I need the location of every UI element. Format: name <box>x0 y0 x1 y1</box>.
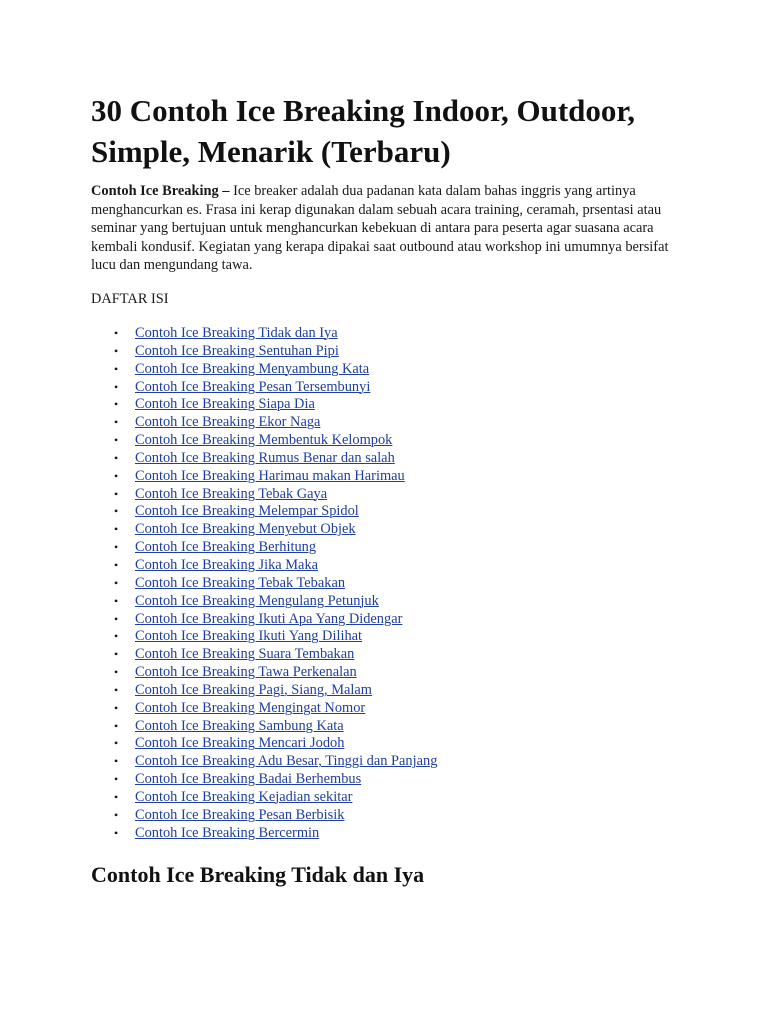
toc-item <box>91 557 651 575</box>
bullet-icon: • <box>114 522 119 537</box>
toc-link[interactable]: Contoh Ice Breaking Pagi, Siang, Malam <box>135 681 373 698</box>
toc-item <box>91 753 651 771</box>
toc-link[interactable]: Contoh Ice Breaking Tebak Gaya <box>135 485 328 502</box>
section-heading: Contoh Ice Breaking Tidak dan Iya <box>91 862 425 887</box>
bullet-icon: • <box>114 361 119 376</box>
bullet-icon: • <box>114 665 119 680</box>
bullet-icon: • <box>114 540 119 555</box>
toc-link[interactable]: Contoh Ice Breaking Menyambung Kata <box>135 360 370 377</box>
toc-link[interactable]: Contoh Ice Breaking Tawa Perkenalan <box>135 664 357 681</box>
toc-link[interactable]: Contoh Ice Breaking Ikuti Apa Yang Didengar <box>135 610 403 627</box>
bullet-icon: • <box>114 772 119 787</box>
toc-link[interactable]: Contoh Ice Breaking Ekor Naga <box>135 414 321 431</box>
toc-link[interactable]: Contoh Ice Breaking Mencari Jodoh <box>135 735 345 752</box>
toc-item <box>91 521 651 539</box>
toc-item <box>91 628 651 646</box>
toc-link[interactable]: Contoh Ice Breaking Menyebut Objek <box>135 521 356 538</box>
toc-link[interactable]: Contoh Ice Breaking Mengulang Petunjuk <box>135 592 379 609</box>
bullet-icon: • <box>114 718 119 733</box>
toc-item <box>91 807 651 825</box>
toc-link[interactable]: Contoh Ice Breaking Pesan Tersembunyi <box>135 378 371 395</box>
toc-link[interactable]: Contoh Ice Breaking Bercermin <box>135 824 320 841</box>
bullet-icon: • <box>114 468 119 483</box>
toc-link[interactable]: Contoh Ice Breaking Pesan Berbisik <box>135 806 345 823</box>
bullet-icon: • <box>114 433 119 448</box>
toc-link[interactable]: Contoh Ice Breaking Melempar Spidol <box>135 503 359 520</box>
toc-item <box>91 486 651 504</box>
toc-link[interactable]: Contoh Ice Breaking Mengingat Nomor <box>135 699 366 716</box>
toc-link[interactable]: Contoh Ice Breaking Berhitung <box>135 539 317 556</box>
toc-item <box>91 664 651 682</box>
bullet-icon: • <box>114 397 119 412</box>
bullet-icon: • <box>114 504 119 519</box>
toc-link[interactable]: Contoh Ice Breaking Harimau makan Harimau <box>135 467 405 484</box>
bullet-icon: • <box>114 343 119 358</box>
toc-item <box>91 700 651 718</box>
toc-item <box>91 343 651 361</box>
toc-link[interactable]: Contoh Ice Breaking Ikuti Yang Dilihat <box>135 628 363 645</box>
page-title: 30 Contoh Ice Breaking Indoor, Outdoor, Simple, Menarik (Terbaru) <box>91 93 636 169</box>
bullet-icon: • <box>114 789 119 804</box>
toc-item <box>91 503 651 521</box>
toc-item <box>91 575 651 593</box>
bullet-icon: • <box>114 575 119 590</box>
toc-item <box>91 735 651 753</box>
bullet-icon: • <box>114 415 119 430</box>
toc-item <box>91 682 651 700</box>
toc-link[interactable]: Contoh Ice Breaking Suara Tembakan <box>135 646 355 663</box>
toc-item <box>91 539 651 557</box>
toc-link[interactable]: Contoh Ice Breaking Jika Maka <box>135 556 319 573</box>
toc-item <box>91 450 651 468</box>
bullet-icon: • <box>114 825 119 840</box>
bullet-icon: • <box>114 593 119 608</box>
toc-item <box>91 611 651 629</box>
bullet-icon: • <box>114 700 119 715</box>
toc-item <box>91 361 651 379</box>
toc-item <box>91 771 651 789</box>
toc-link[interactable]: Contoh Ice Breaking Rumus Benar dan salah <box>135 449 395 466</box>
bullet-icon: • <box>114 754 119 769</box>
toc-link[interactable]: Contoh Ice Breaking Kejadian sekitar <box>135 788 353 805</box>
bullet-icon: • <box>114 611 119 626</box>
toc-item <box>91 468 651 486</box>
toc-link[interactable]: Contoh Ice Breaking Badai Berhembus <box>135 771 362 788</box>
toc-item <box>91 379 651 397</box>
toc-item <box>91 325 651 343</box>
bullet-icon: • <box>114 379 119 394</box>
toc-item <box>91 646 651 664</box>
bullet-icon: • <box>114 557 119 572</box>
toc-link[interactable]: Contoh Ice Breaking Siapa Dia <box>135 396 315 413</box>
toc-link[interactable]: Contoh Ice Breaking Sambung Kata <box>135 717 344 734</box>
bullet-icon: • <box>114 450 119 465</box>
toc-link[interactable]: Contoh Ice Breaking Adu Besar, Tinggi dan Panjang <box>135 753 438 770</box>
toc-item <box>91 432 651 450</box>
bullet-icon: • <box>114 682 119 697</box>
bullet-icon: • <box>114 647 119 662</box>
bullet-icon: • <box>114 807 119 822</box>
intro-lead: Contoh Ice Breaking – <box>91 183 230 199</box>
bullet-icon: • <box>114 486 119 501</box>
bullet-icon: • <box>114 736 119 751</box>
toc-link[interactable]: Contoh Ice Breaking Sentuhan Pipi <box>135 342 339 359</box>
toc-item <box>91 825 651 843</box>
table-of-contents <box>91 325 651 842</box>
toc-item <box>91 396 651 414</box>
toc-item <box>91 718 651 736</box>
toc-item <box>91 593 651 611</box>
toc-link[interactable]: Contoh Ice Breaking Tebak Tebakan <box>135 574 346 591</box>
intro-text: Ice breaker adalah dua padanan kata dalam bahas inggris yang artinya menghancurkan es. Frasa ini kerap digunakan dalam sebuah acara training, ceramah, prsentasi atau seminar yang bertujuan untuk menghancurkan kebekuan di antara para peserta agar suasana acara kembali kondusif. Kegiatan yang kerapa dipakai saat outbound atau workshop ini umumnya bersifat lucu dan mengundang tawa. <box>91 183 669 273</box>
toc-heading: DAFTAR ISI <box>91 291 169 307</box>
toc-link[interactable]: Contoh Ice Breaking Tidak dan Iya <box>135 325 338 341</box>
bullet-icon: • <box>114 326 119 340</box>
toc-link[interactable]: Contoh Ice Breaking Membentuk Kelompok <box>135 432 393 449</box>
bullet-icon: • <box>114 629 119 644</box>
intro-paragraph <box>91 182 681 275</box>
toc-item <box>91 789 651 807</box>
toc-item <box>91 414 651 432</box>
